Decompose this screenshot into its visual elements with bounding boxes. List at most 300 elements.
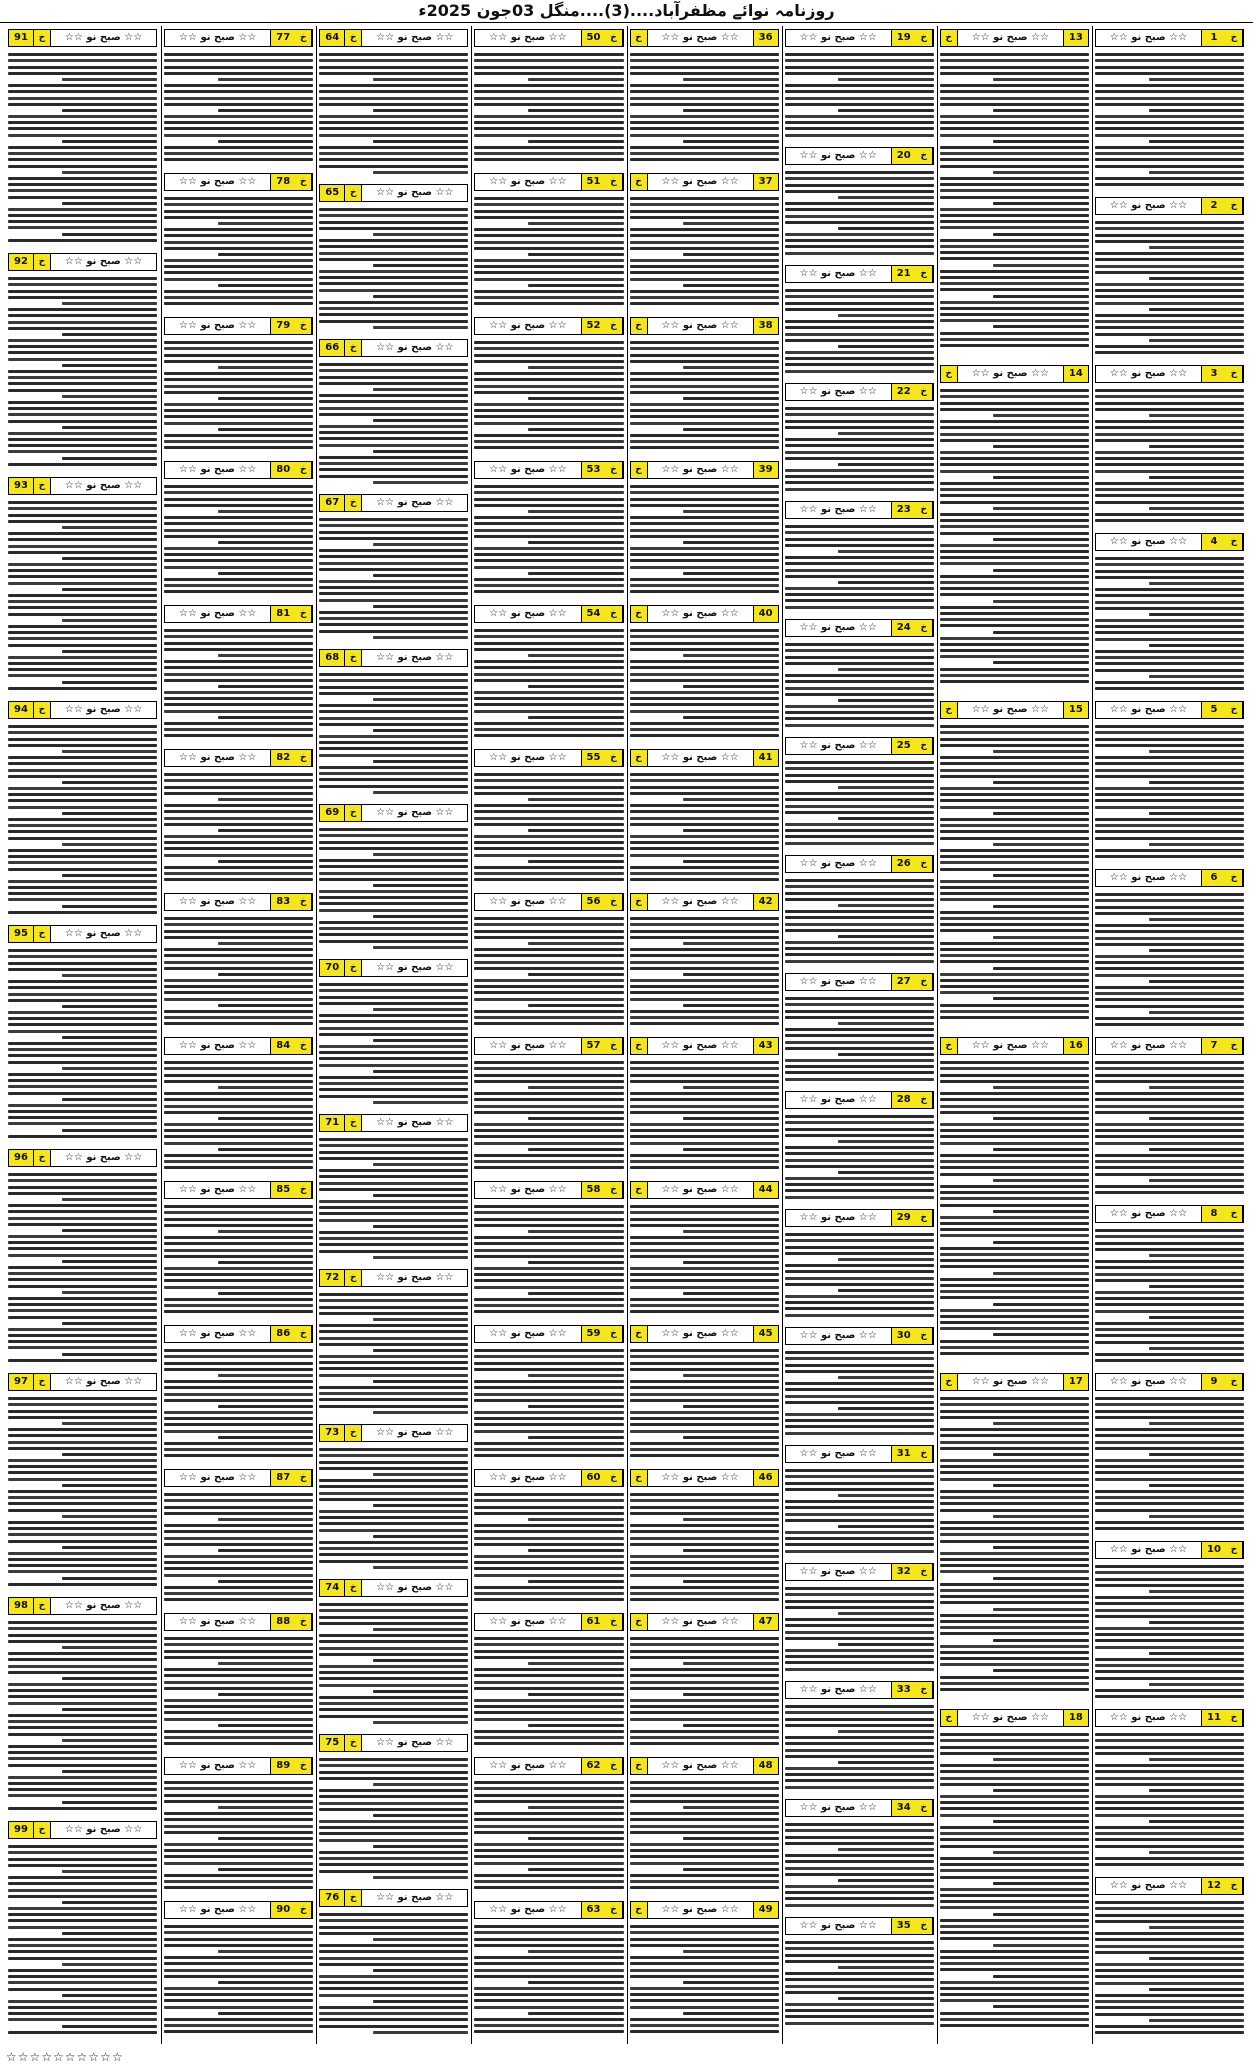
clue-marker-icon: خ bbox=[606, 1614, 623, 1630]
text-line bbox=[474, 53, 623, 56]
text-line bbox=[1095, 912, 1244, 915]
text-line bbox=[8, 1540, 157, 1543]
text-line bbox=[940, 1327, 1089, 1330]
text-line bbox=[8, 1907, 157, 1910]
text-line bbox=[630, 872, 779, 875]
text-line bbox=[319, 1461, 468, 1464]
text-line bbox=[528, 1950, 623, 1953]
text-line bbox=[164, 1699, 313, 1702]
text-line bbox=[993, 1669, 1088, 1672]
text-line bbox=[1095, 1017, 1244, 1020]
text-line bbox=[474, 1736, 623, 1739]
text-line bbox=[474, 967, 623, 970]
text-line bbox=[630, 228, 779, 231]
text-line bbox=[1149, 507, 1244, 510]
text-line bbox=[474, 1800, 623, 1803]
text-line bbox=[785, 525, 934, 528]
clue-header bbox=[940, 365, 1089, 383]
text-line bbox=[474, 1098, 623, 1101]
text-line bbox=[940, 1931, 1089, 1934]
text-line bbox=[940, 494, 1089, 497]
text-line bbox=[164, 779, 313, 782]
clue-marker-icon: خ bbox=[606, 30, 623, 46]
text-line bbox=[8, 514, 157, 517]
text-line bbox=[630, 1843, 779, 1846]
text-line bbox=[164, 1304, 313, 1307]
text-line bbox=[785, 811, 934, 814]
clue-header bbox=[1095, 533, 1244, 551]
text-line bbox=[785, 575, 934, 578]
text-line bbox=[630, 146, 779, 149]
text-line bbox=[474, 1668, 623, 1671]
text-line bbox=[373, 1721, 468, 1724]
clue-marker-icon: خ bbox=[1226, 1878, 1243, 1894]
text-line bbox=[1095, 1142, 1244, 1145]
text-line bbox=[164, 854, 313, 857]
text-line bbox=[1095, 855, 1244, 858]
text-line bbox=[940, 744, 1089, 747]
text-line bbox=[683, 1950, 778, 1953]
text-line bbox=[164, 1074, 313, 1077]
text-line bbox=[164, 1787, 313, 1790]
text-line bbox=[1095, 1945, 1244, 1948]
text-line bbox=[528, 716, 623, 719]
clue-entry bbox=[628, 1322, 781, 1466]
text-line bbox=[8, 1223, 157, 1226]
text-line bbox=[785, 774, 934, 777]
text-line bbox=[164, 378, 313, 381]
text-line bbox=[8, 563, 157, 566]
text-line bbox=[474, 985, 623, 988]
text-line bbox=[993, 507, 1088, 510]
text-line bbox=[1095, 320, 1244, 323]
clue-marker-icon: خ bbox=[916, 384, 933, 400]
text-line bbox=[940, 488, 1089, 491]
text-line bbox=[940, 562, 1089, 565]
text-line bbox=[319, 1237, 468, 1240]
clue-body-text bbox=[319, 360, 468, 487]
clue-number: 79 bbox=[270, 318, 295, 334]
text-line bbox=[474, 385, 623, 388]
text-line bbox=[785, 1711, 934, 1714]
text-line bbox=[474, 2024, 623, 2027]
text-line bbox=[1095, 818, 1244, 821]
text-line bbox=[164, 810, 313, 813]
text-line bbox=[319, 437, 468, 440]
text-line bbox=[474, 1543, 623, 1546]
clue-entry bbox=[1093, 194, 1246, 362]
text-line bbox=[62, 1901, 157, 1904]
text-line bbox=[630, 1273, 779, 1276]
clue-header bbox=[319, 1269, 468, 1287]
text-line bbox=[940, 1496, 1089, 1499]
clue-header bbox=[630, 749, 779, 767]
text-line bbox=[319, 1919, 468, 1922]
text-line bbox=[630, 1561, 779, 1564]
text-line bbox=[1095, 84, 1244, 87]
text-line bbox=[1095, 439, 1244, 442]
text-line bbox=[8, 949, 157, 952]
text-line bbox=[8, 1285, 157, 1288]
text-line bbox=[62, 426, 157, 429]
clue-header bbox=[785, 29, 934, 47]
text-line bbox=[474, 1224, 623, 1227]
clue-body-text bbox=[1095, 1226, 1244, 1365]
text-line bbox=[8, 1621, 157, 1624]
text-line bbox=[940, 1826, 1089, 1829]
text-line bbox=[319, 90, 468, 93]
text-line bbox=[373, 760, 468, 763]
text-line bbox=[630, 1279, 779, 1282]
text-line bbox=[218, 1549, 313, 1552]
text-line bbox=[319, 72, 468, 75]
text-line bbox=[940, 1228, 1089, 1231]
text-line bbox=[940, 1558, 1089, 1561]
text-line bbox=[630, 1687, 779, 1690]
text-line bbox=[1095, 1795, 1244, 1798]
clue-entry bbox=[628, 1610, 781, 1754]
clue-entry bbox=[1093, 1538, 1246, 1706]
text-line bbox=[62, 1932, 157, 1935]
text-line bbox=[319, 221, 468, 224]
text-line bbox=[940, 756, 1089, 759]
text-line bbox=[940, 1067, 1089, 1070]
clue-title: ☆☆ صبح نو ☆☆ bbox=[64, 1152, 143, 1163]
text-line bbox=[373, 1070, 468, 1073]
text-line bbox=[319, 134, 468, 137]
clue-marker-icon: خ bbox=[295, 462, 312, 478]
text-line bbox=[8, 115, 157, 118]
text-line bbox=[8, 1652, 157, 1655]
text-line bbox=[940, 960, 1089, 963]
text-line bbox=[785, 792, 934, 795]
clue-header bbox=[8, 1821, 157, 1839]
text-line bbox=[164, 146, 313, 149]
text-line bbox=[940, 226, 1089, 229]
text-line bbox=[319, 1963, 468, 1966]
text-line bbox=[319, 537, 468, 540]
text-line bbox=[993, 233, 1088, 236]
text-line bbox=[1095, 1496, 1244, 1499]
text-line bbox=[838, 668, 933, 671]
text-line bbox=[838, 463, 933, 466]
text-line bbox=[785, 656, 934, 659]
text-line bbox=[8, 892, 157, 895]
text-line bbox=[1095, 1845, 1244, 1848]
clue-marker-icon: خ bbox=[295, 1614, 312, 1630]
text-line bbox=[474, 1931, 623, 1934]
clue-body-text bbox=[1095, 722, 1244, 861]
clue-number: 26 bbox=[891, 856, 916, 872]
text-line bbox=[683, 284, 778, 287]
text-line bbox=[164, 53, 313, 56]
text-line bbox=[218, 829, 313, 832]
text-line bbox=[164, 734, 313, 737]
clue-marker-icon: خ bbox=[631, 1038, 648, 1054]
text-line bbox=[785, 1954, 934, 1957]
clue-entry bbox=[628, 1754, 781, 1898]
text-line bbox=[630, 72, 779, 75]
text-line bbox=[164, 578, 313, 581]
text-line bbox=[8, 2000, 157, 2003]
text-line bbox=[8, 744, 157, 747]
text-line bbox=[474, 578, 623, 581]
text-line bbox=[940, 1222, 1089, 1225]
text-line bbox=[319, 1944, 468, 1947]
text-line bbox=[164, 985, 313, 988]
text-line bbox=[785, 84, 934, 87]
text-line bbox=[940, 1346, 1089, 1349]
clue-header bbox=[785, 973, 934, 991]
text-line bbox=[164, 491, 313, 494]
text-line bbox=[785, 1947, 934, 1950]
clue-marker-icon: خ bbox=[1226, 198, 1243, 214]
clue-marker-icon: خ bbox=[941, 1710, 958, 1726]
text-line bbox=[319, 1051, 468, 1054]
text-line bbox=[8, 1303, 157, 1306]
text-line bbox=[838, 1643, 933, 1646]
text-line bbox=[683, 798, 778, 801]
text-line bbox=[474, 1362, 623, 1365]
text-line bbox=[474, 1092, 623, 1095]
text-line bbox=[785, 363, 934, 366]
clue-marker-icon: خ bbox=[1226, 1038, 1243, 1054]
text-line bbox=[785, 481, 934, 484]
text-line bbox=[630, 1386, 779, 1389]
text-line bbox=[474, 97, 623, 100]
clue-header bbox=[164, 1037, 313, 1055]
text-line bbox=[940, 1502, 1089, 1505]
text-line bbox=[474, 703, 623, 706]
clue-number: 20 bbox=[891, 148, 916, 164]
clue-column bbox=[782, 26, 936, 2044]
text-line bbox=[319, 983, 468, 986]
text-line bbox=[785, 1357, 934, 1360]
clue-entry bbox=[162, 746, 315, 890]
text-line bbox=[940, 1999, 1089, 2002]
text-line bbox=[8, 1186, 157, 1189]
text-line bbox=[940, 1987, 1089, 1990]
clue-header bbox=[1095, 1709, 1244, 1727]
text-line bbox=[630, 440, 779, 443]
text-line bbox=[1095, 1111, 1244, 1114]
text-line bbox=[164, 1925, 313, 1928]
clue-body-text bbox=[1095, 1058, 1244, 1197]
text-line bbox=[528, 1806, 623, 1809]
text-line bbox=[785, 177, 934, 180]
text-line bbox=[940, 799, 1089, 802]
clue-entry bbox=[162, 458, 315, 602]
text-line bbox=[785, 1277, 934, 1280]
text-line bbox=[838, 1407, 933, 1410]
text-line bbox=[8, 1782, 157, 1785]
text-line bbox=[319, 239, 468, 242]
text-line bbox=[8, 1410, 157, 1413]
text-line bbox=[630, 923, 779, 926]
text-line bbox=[319, 1764, 468, 1767]
text-line bbox=[164, 1849, 313, 1852]
text-line bbox=[940, 1521, 1089, 1524]
text-line bbox=[8, 1490, 157, 1493]
text-line bbox=[993, 1241, 1088, 1244]
text-line bbox=[1095, 594, 1244, 597]
text-line bbox=[474, 948, 623, 951]
clue-body-text bbox=[630, 50, 779, 165]
text-line bbox=[1095, 1353, 1244, 1356]
text-line bbox=[474, 197, 623, 200]
text-line bbox=[164, 1273, 313, 1276]
text-line bbox=[319, 1857, 468, 1860]
text-line bbox=[683, 541, 778, 544]
text-line bbox=[474, 1956, 623, 1959]
text-line bbox=[630, 584, 779, 587]
text-line bbox=[1149, 1316, 1244, 1319]
text-line bbox=[8, 208, 157, 211]
text-line bbox=[838, 1966, 933, 1969]
text-line bbox=[630, 1705, 779, 1708]
clue-title: ☆☆ صبح نو ☆☆ bbox=[64, 1376, 143, 1387]
text-line bbox=[218, 510, 313, 513]
text-line bbox=[683, 510, 778, 513]
text-line bbox=[8, 226, 157, 229]
clue-entry bbox=[6, 1818, 159, 2042]
clue-number: 99 bbox=[9, 1822, 34, 1838]
text-line bbox=[8, 277, 157, 280]
clue-body-text bbox=[785, 1112, 934, 1202]
text-line bbox=[474, 786, 623, 789]
clue-marker-icon: خ bbox=[34, 1374, 51, 1390]
text-line bbox=[8, 1217, 157, 1220]
clue-title: ☆☆ صبح نو ☆☆ bbox=[1109, 1880, 1188, 1891]
text-line bbox=[940, 451, 1089, 454]
clue-title: ☆☆ صبح نو ☆☆ bbox=[661, 464, 739, 475]
text-line bbox=[8, 177, 157, 180]
text-line bbox=[683, 973, 778, 976]
clue-marker-icon: خ bbox=[631, 1470, 648, 1486]
clue-title: ☆☆ صبح نو ☆☆ bbox=[179, 1616, 257, 1627]
text-line bbox=[474, 1454, 623, 1457]
text-line bbox=[630, 1800, 779, 1803]
text-line bbox=[630, 866, 779, 869]
text-line bbox=[785, 1749, 934, 1752]
text-line bbox=[373, 78, 468, 81]
text-line bbox=[838, 1848, 933, 1851]
text-line bbox=[164, 1310, 313, 1313]
text-line bbox=[474, 1236, 623, 1239]
clue-marker-icon: خ bbox=[295, 1758, 312, 1774]
text-line bbox=[940, 1676, 1089, 1679]
clue-marker-icon: خ bbox=[345, 1425, 362, 1441]
text-line bbox=[164, 1730, 313, 1733]
text-line bbox=[940, 177, 1089, 180]
text-line bbox=[373, 1876, 468, 1879]
text-line bbox=[838, 196, 933, 199]
text-line bbox=[940, 152, 1089, 155]
clue-column bbox=[627, 26, 781, 2044]
clue-marker-icon: خ bbox=[606, 1038, 623, 1054]
clue-marker-icon: خ bbox=[941, 30, 958, 46]
text-line bbox=[474, 127, 623, 130]
text-line bbox=[630, 1310, 779, 1313]
clue-entry bbox=[162, 314, 315, 458]
text-line bbox=[785, 413, 934, 416]
text-line bbox=[474, 1849, 623, 1852]
clue-header bbox=[630, 1613, 779, 1631]
text-line bbox=[940, 818, 1089, 821]
text-line bbox=[528, 140, 623, 143]
text-line bbox=[940, 1863, 1089, 1866]
text-line bbox=[838, 904, 933, 907]
text-line bbox=[940, 1403, 1089, 1406]
text-line bbox=[940, 1739, 1089, 1742]
text-line bbox=[630, 1711, 779, 1714]
text-line bbox=[838, 1525, 933, 1528]
text-line bbox=[630, 1242, 779, 1245]
text-line bbox=[474, 247, 623, 250]
text-line bbox=[785, 1028, 934, 1031]
text-line bbox=[1095, 662, 1244, 665]
text-line bbox=[164, 566, 313, 569]
clue-header bbox=[164, 317, 313, 335]
text-line bbox=[164, 415, 313, 418]
text-line bbox=[993, 631, 1088, 634]
text-line bbox=[785, 544, 934, 547]
clue-entry bbox=[162, 1466, 315, 1610]
text-line bbox=[1095, 787, 1244, 790]
clue-header bbox=[474, 1325, 623, 1343]
text-line bbox=[683, 397, 778, 400]
text-line bbox=[164, 1650, 313, 1653]
text-line bbox=[62, 843, 157, 846]
clue-body-text bbox=[785, 1820, 934, 1910]
text-line bbox=[683, 78, 778, 81]
text-line bbox=[630, 1787, 779, 1790]
text-line bbox=[940, 985, 1089, 988]
text-line bbox=[164, 866, 313, 869]
text-line bbox=[630, 446, 779, 449]
text-line bbox=[8, 1110, 157, 1113]
text-line bbox=[528, 1261, 623, 1264]
text-line bbox=[1095, 1297, 1244, 1300]
text-line bbox=[940, 575, 1089, 578]
text-line bbox=[164, 635, 313, 638]
text-line bbox=[62, 1422, 157, 1425]
text-line bbox=[164, 666, 313, 669]
text-line bbox=[474, 203, 623, 206]
clue-body-text bbox=[940, 50, 1089, 350]
text-line bbox=[940, 1925, 1089, 1928]
clue-number: 30 bbox=[891, 1328, 916, 1344]
text-line bbox=[8, 806, 157, 809]
clue-title: ☆☆ صبح نو ☆☆ bbox=[971, 368, 1049, 379]
text-line bbox=[474, 823, 623, 826]
text-line bbox=[1095, 482, 1244, 485]
text-line bbox=[785, 2009, 934, 2012]
clue-entry bbox=[783, 970, 936, 1088]
text-line bbox=[1095, 1229, 1244, 1232]
text-line bbox=[164, 697, 313, 700]
text-line bbox=[164, 1349, 313, 1352]
text-line bbox=[319, 1981, 468, 1984]
clue-header bbox=[319, 1114, 468, 1132]
text-line bbox=[8, 955, 157, 958]
clue-header bbox=[785, 619, 934, 637]
text-line bbox=[1095, 2025, 1244, 2028]
clue-marker-icon: خ bbox=[34, 254, 51, 270]
text-line bbox=[218, 2012, 313, 2015]
text-line bbox=[164, 278, 313, 281]
clue-number: 75 bbox=[320, 1735, 345, 1751]
